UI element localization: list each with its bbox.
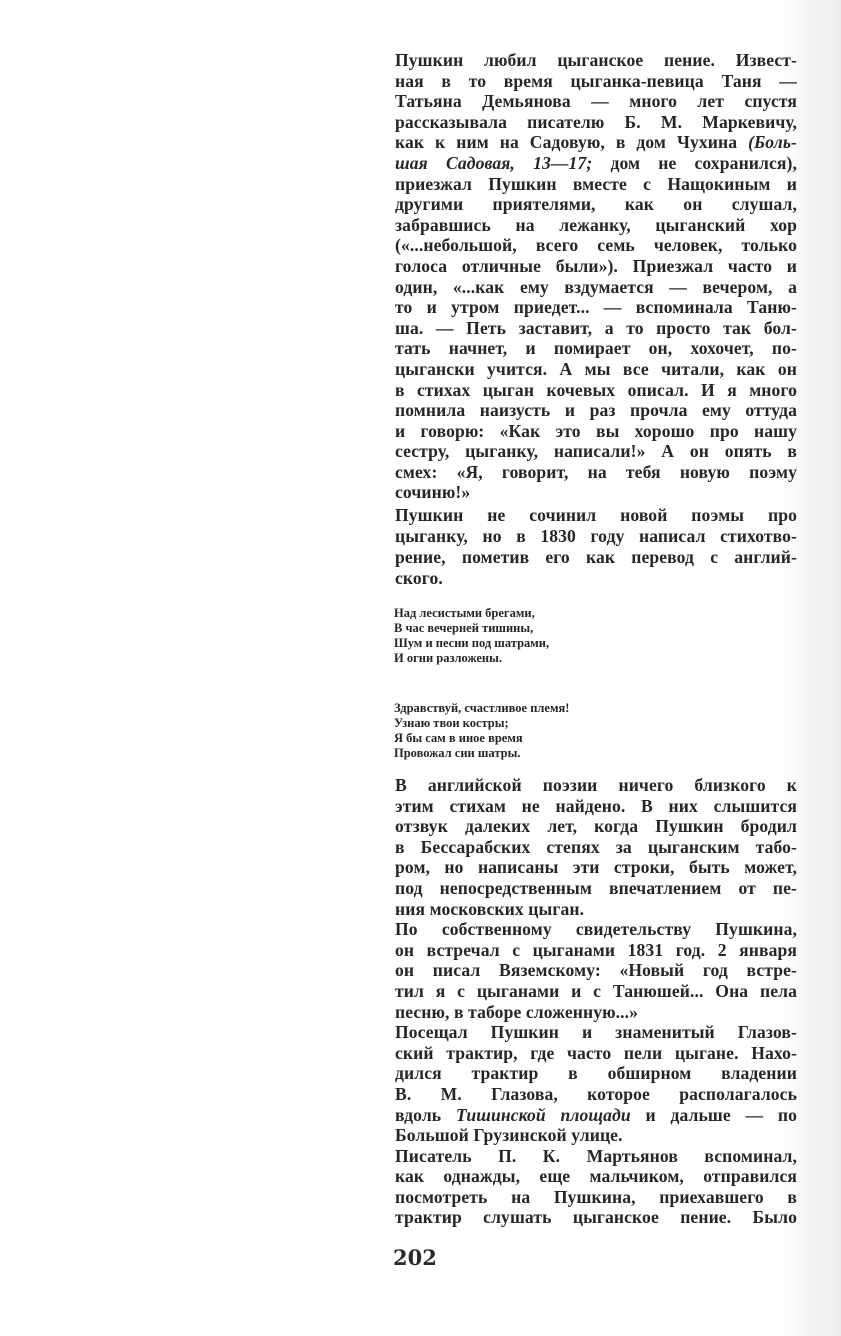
text-line: рение, пометив его как перевод с англий- [395, 547, 797, 567]
poem-line: Провожал сии шатры. [394, 746, 521, 760]
text-segment: вдоль [395, 1104, 456, 1125]
text-line: он встречал с цыганами 1831 год. 2 января [395, 939, 797, 960]
text-line: приезжал Пушкин вместе с Нащокиным и [395, 173, 797, 194]
poem-stanza-1 [394, 606, 694, 666]
text-segment: и дальше — по [630, 1104, 797, 1125]
text-line: этим стихам не найдено. В них слышится [395, 795, 797, 816]
text-line: ский трактир, где часто пели цыгане. Нахо- [395, 1042, 797, 1063]
section-commentary-prose [395, 775, 797, 1228]
text-line: Посещал Пушкин и знаменитый Глазов- [395, 1022, 797, 1043]
poem-line: Над лесистыми брегами, [394, 606, 535, 620]
text-line: тил я с цыганами и с Танюшей... Она пела [395, 980, 797, 1001]
text-line: трактир слушать цыганское пение. Было [395, 1207, 797, 1228]
text-line: песню, в таборе сложенную...» [395, 1001, 639, 1022]
section-intro-prose [395, 50, 797, 503]
text-line: он писал Вяземскому: «Новый год встре- [395, 960, 797, 981]
poem-line: В час вечерней тишины, [394, 621, 534, 635]
text-line: ша. — Петь заставит, а то просто так бол- [395, 317, 797, 338]
text-line: По собственному свидетельству Пушкина, [395, 919, 797, 940]
italic-text: шая Садовая, 13—17; [395, 152, 593, 173]
text-line [395, 132, 797, 153]
text-line: смех: «Я, говорит, на тебя новую поэму [395, 461, 797, 482]
poem-line: Узнаю твои костры; [394, 716, 509, 730]
text-line: Пушкин не сочинил новой поэмы про [395, 505, 797, 525]
text-line: («...небольшой, всего семь человек, только [395, 235, 797, 256]
text-line: ная в то время цыганка-певица Таня — [395, 70, 797, 91]
text-line: цыганку, но в 1830 году написал стихотво- [395, 526, 797, 546]
text-line: Большой Грузинской улице. [395, 1125, 623, 1146]
text-line: то и утром приедет... — вспоминала Таню- [395, 297, 797, 318]
text-line: в Бессарабских степях за цыганским табо- [395, 836, 797, 857]
text-line: помнила наизусть и раз прочла ему оттуда [395, 400, 797, 421]
italic-text: (Боль- [748, 132, 797, 153]
text-line: Татьяна Демьянова — много лет спустя [395, 91, 797, 112]
section-poem-intro [395, 505, 797, 589]
italic-text: Тишинской площади [455, 1104, 631, 1125]
text-line: В. М. Глазова, которое располагалось [395, 1083, 797, 1104]
text-line: ром, но написаны эти строки, быть может, [395, 857, 797, 878]
text-line: голоса отличные были»). Приезжал часто и [395, 255, 797, 276]
poem-line: Я бы сам в иное время [394, 731, 523, 745]
text-line: рассказывала писателю Б. М. Маркевичу, [395, 111, 797, 132]
poem-line: И огни разложены. [394, 651, 503, 665]
text-line: другими приятелями, как он слушал, [395, 194, 797, 215]
page-number: 202 [393, 1245, 437, 1270]
text-line: и говорю: «Как это вы хорошо про нашу [395, 420, 797, 441]
poem-stanza-2 [394, 701, 694, 761]
text-line: сочиню!» [395, 482, 471, 503]
text-line: тать начнет, и помирает он, хохочет, по- [395, 338, 797, 359]
text-line: Писатель П. К. Мартьянов вспоминал, [395, 1145, 797, 1166]
text-line: ского. [395, 568, 443, 588]
text-line: в стихах цыган кочевых описал. И я много [395, 379, 797, 400]
text-line: посмотреть на Пушкина, приехавшего в [395, 1186, 797, 1207]
poem-line: Шум и песни под шатрами, [394, 636, 550, 650]
text-line: один, «...как ему вздумается — вечером, а [395, 276, 797, 297]
text-line: сестру, цыганку, написали!» А он опять в [395, 441, 797, 462]
text-line: забравшись на лежанку, цыганский хор [395, 214, 797, 235]
text-line: как однажды, еще мальчиком, отправился [395, 1166, 797, 1187]
poem-line: Здравствуй, счастливое племя! [394, 701, 570, 715]
text-line: под непосредственным впечатлением от пе- [395, 877, 797, 898]
text-line: ния московских цыган. [395, 898, 585, 919]
text-line [395, 1105, 797, 1126]
text-line: В английской поэзии ничего близкого к [395, 775, 797, 795]
text-line [395, 153, 797, 174]
text-line: цыгански учится. А мы все читали, как он [395, 358, 797, 379]
text-segment: дом не сохранился), [592, 152, 797, 173]
text-line: дился трактир в обширном владении [395, 1063, 797, 1084]
text-line: отзвук далеких лет, когда Пушкин бродил [395, 816, 797, 837]
text-segment: как к ним на Садовую, в дом Чухина [395, 132, 749, 153]
text-line: Пушкин любил цыганское пение. Извест- [395, 50, 797, 70]
